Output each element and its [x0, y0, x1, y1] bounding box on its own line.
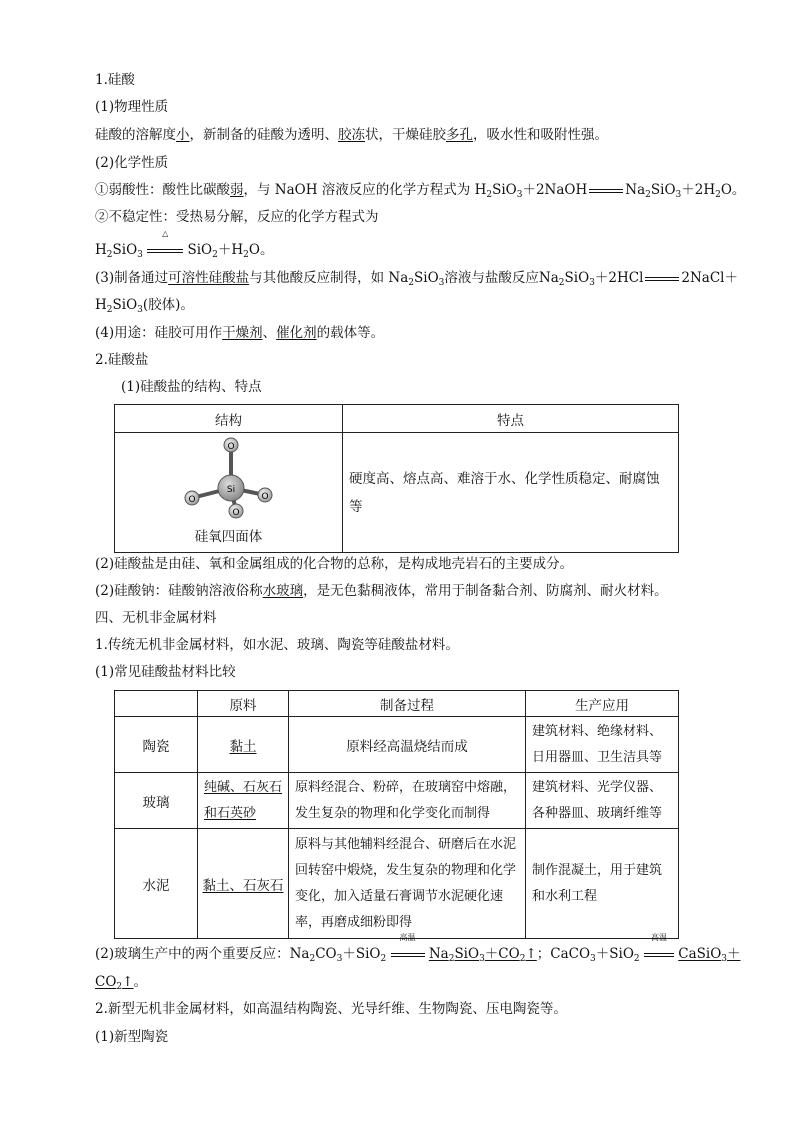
tetrahedron-cell [115, 433, 343, 553]
heading-physical-properties: (1)物理性质 [95, 99, 169, 115]
instability-text: ②不稳定性：受热易分解，反应的化学方程式为 [95, 209, 379, 225]
svg-text:O: O [261, 492, 269, 502]
decomposition-equation: $H_2SiO_3$ △ $SiO_2+H_2O$。 [95, 229, 274, 260]
heading-inorganic-materials: 四、无机非金属材料 [95, 610, 217, 626]
table-header-process: 制备过程 [289, 691, 526, 717]
material-name: 玻璃 [115, 773, 198, 829]
silicon-oxygen-tetrahedron-diagram [115, 435, 342, 525]
process-text: 原料经高温烧结而成 [289, 717, 526, 773]
heading-silicate-structure: (1)硅酸盐的结构、特点 [121, 379, 262, 395]
table-row [115, 773, 679, 829]
svg-text:O: O [188, 495, 196, 505]
raw-material: 纯碱、石灰石和石英砂 [204, 779, 283, 821]
glass-reactions-text-cont: $CO_2↑$。 [95, 974, 147, 992]
application-text: 制作混凝土，用于建筑和水利工程 [526, 829, 679, 939]
silicate-definition-text: (2)硅酸盐是由硅、氧和金属组成的化合物的总称，是构成地壳岩石的主要成分。 [95, 556, 574, 572]
application-text: 建筑材料、光学仪器、各种器皿、玻璃纤维等 [526, 773, 679, 829]
heading-silicic-acid: 1.硅酸 [95, 72, 135, 88]
sodium-silicate-text: (2)硅酸钠：硅酸钠溶液俗称水玻璃，是无色黏稠液体，常用于制备黏合剂、防腐剂、耐火材料。 [95, 583, 668, 599]
svg-text:Si: Si [226, 485, 236, 495]
traditional-materials-text: 1.传统无机非金属材料，如水泥、玻璃、陶瓷等硅酸盐材料。 [95, 637, 459, 653]
application-text: 建筑材料、绝缘材料、日用器皿、卫生洁具等 [526, 717, 679, 773]
tetrahedron-caption: 硅氧四面体 [194, 529, 263, 545]
uses-text: (4)用途：硅胶可用作干燥剂、催化剂的载体等。 [95, 325, 385, 341]
table-row [115, 717, 679, 773]
heading-silicates: 2.硅酸盐 [95, 352, 149, 368]
process-text: 原料与其他辅料经混合、研磨后在水泥回转窑中煅烧，发生复杂的物理和化学变化，加入适量石膏调节水泥硬化速率，再磨成细粉即得 [289, 829, 526, 939]
glass-reactions-text: (2)玻璃生产中的两个重要反应：$Na_2CO_3+SiO_2$ 高温 $Na_2SiO_3+CO_2↑$；CaCO$_3$＋SiO$_2$ 高温 CaSiO$_3$＋ [95, 933, 741, 964]
heading-new-ceramics: (1)新型陶瓷 [95, 1029, 169, 1045]
raw-material: 黏土 [229, 738, 257, 755]
table-header-application: 生产应用 [526, 691, 679, 717]
material-name: 水泥 [115, 829, 198, 939]
table-header-features: 特点 [343, 405, 679, 433]
process-text: 原料经混合、粉碎，在玻璃窑中熔融，发生复杂的物理和化学变化而制得 [289, 773, 526, 829]
svg-text:O: O [232, 508, 240, 518]
heading-silicate-comparison: (1)常见硅酸盐材料比较 [95, 664, 236, 680]
silicate-features-cell: 硬度高、熔点高、难溶于水、化学性质稳定、耐腐蚀等 [343, 433, 679, 553]
table-header-empty [115, 691, 198, 717]
physical-properties-text: 硅酸的溶解度小，新制备的硅酸为透明、胶冻状，干燥硅胶多孔，吸水性和吸附性强。 [95, 127, 608, 143]
raw-material: 黏土、石灰石 [202, 877, 284, 894]
table-header-structure: 结构 [115, 405, 343, 433]
table-row [115, 829, 679, 939]
silicate-materials-table [114, 690, 679, 939]
material-name: 陶瓷 [115, 717, 198, 773]
table-header-raw: 原料 [198, 691, 289, 717]
preparation-text-cont: $H_2SiO_3$(胶体)。 [95, 297, 194, 315]
weak-acidity-text: ①弱酸性：酸性比碳酸弱，与 NaOH 溶液反应的化学方程式为 $H_2SiO_3+2NaOH$ $Na_2SiO_3+2H_2O$。 [95, 182, 746, 200]
heading-chemical-properties: (2)化学性质 [95, 155, 169, 171]
silicate-structure-table [114, 404, 679, 553]
svg-text:O: O [227, 442, 235, 452]
new-materials-text: 2.新型无机非金属材料，如高温结构陶瓷、光导纤维、生物陶瓷、压电陶瓷等。 [95, 1001, 567, 1017]
preparation-text: (3)制备通过可溶性硅酸盐与其他酸反应制得，如 $Na_2SiO_3$溶液与盐酸反应$Na_2SiO_3+2HCl$ 2NaCl＋ [95, 270, 738, 288]
